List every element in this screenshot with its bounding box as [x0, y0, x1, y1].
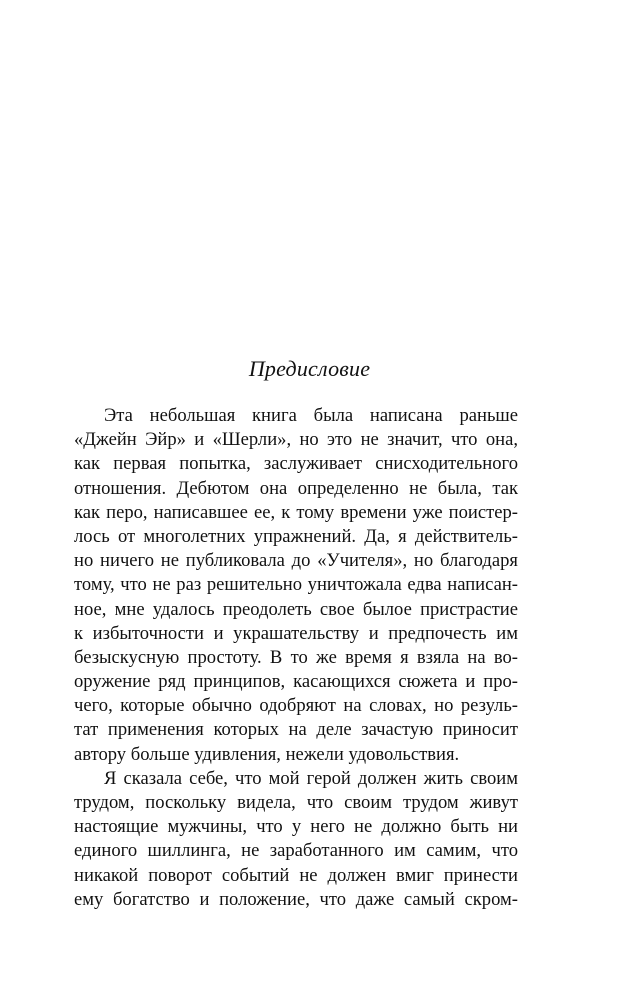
text-line: трудом, поскольку видела, что своим трудом живут: [74, 792, 518, 813]
text-line: ему богатство и положение, что даже самый скром-: [74, 888, 518, 910]
text-line: как перо, написавшее ее, к тому времени уже поистер-: [74, 501, 518, 523]
text-line: никакой поворот событий не должен вмиг принести: [74, 864, 518, 886]
text-line: к избыточности и украшательству и предпочесть им: [74, 622, 518, 644]
text-line: Я сказала себе, что мой герой должен жить своим: [104, 767, 518, 789]
text-line: безыскусную простоту. В то же время я взяла на во-: [74, 646, 518, 668]
text-line: лось от многолетних упражнений. Да, я действитель-: [74, 525, 518, 547]
text-line: отношения. Дебютом она определенно не была, так: [74, 477, 518, 499]
text-line: тому, что не раз решительно уничтожала едва написан-: [74, 574, 518, 596]
text-line: но ничего не публиковала до «Учителя», но благодаря: [74, 550, 518, 572]
text-line: настоящие мужчины, что у него не должно быть ни: [74, 816, 518, 838]
body-text: [74, 404, 518, 912]
text-line: тат применения которых на деле зачастую приносит: [74, 719, 518, 741]
paragraph-2: [74, 767, 518, 912]
text-line: чего, которые обычно одобряют на словах, но резуль-: [74, 695, 518, 717]
text-line: «Джейн Эйр» и «Шерли», но это не значит, что она,: [74, 429, 518, 451]
paragraph-1: [74, 404, 518, 767]
chapter-title: Предисловие: [248, 356, 371, 381]
text-line: как первая попытка, заслуживает снисходительного: [74, 453, 518, 475]
text-line: ное, мне удалось преодолеть свое былое пристрастие: [74, 598, 518, 620]
text-line: автору больше удивления, нежели удовольствия.: [74, 743, 460, 765]
text-line: единого шиллинга, не заработанного им самим, что: [74, 840, 518, 862]
text-line: Эта небольшая книга была написана раньше: [104, 405, 518, 426]
text-line: оружение ряд принципов, касающихся сюжета и про-: [74, 671, 518, 693]
